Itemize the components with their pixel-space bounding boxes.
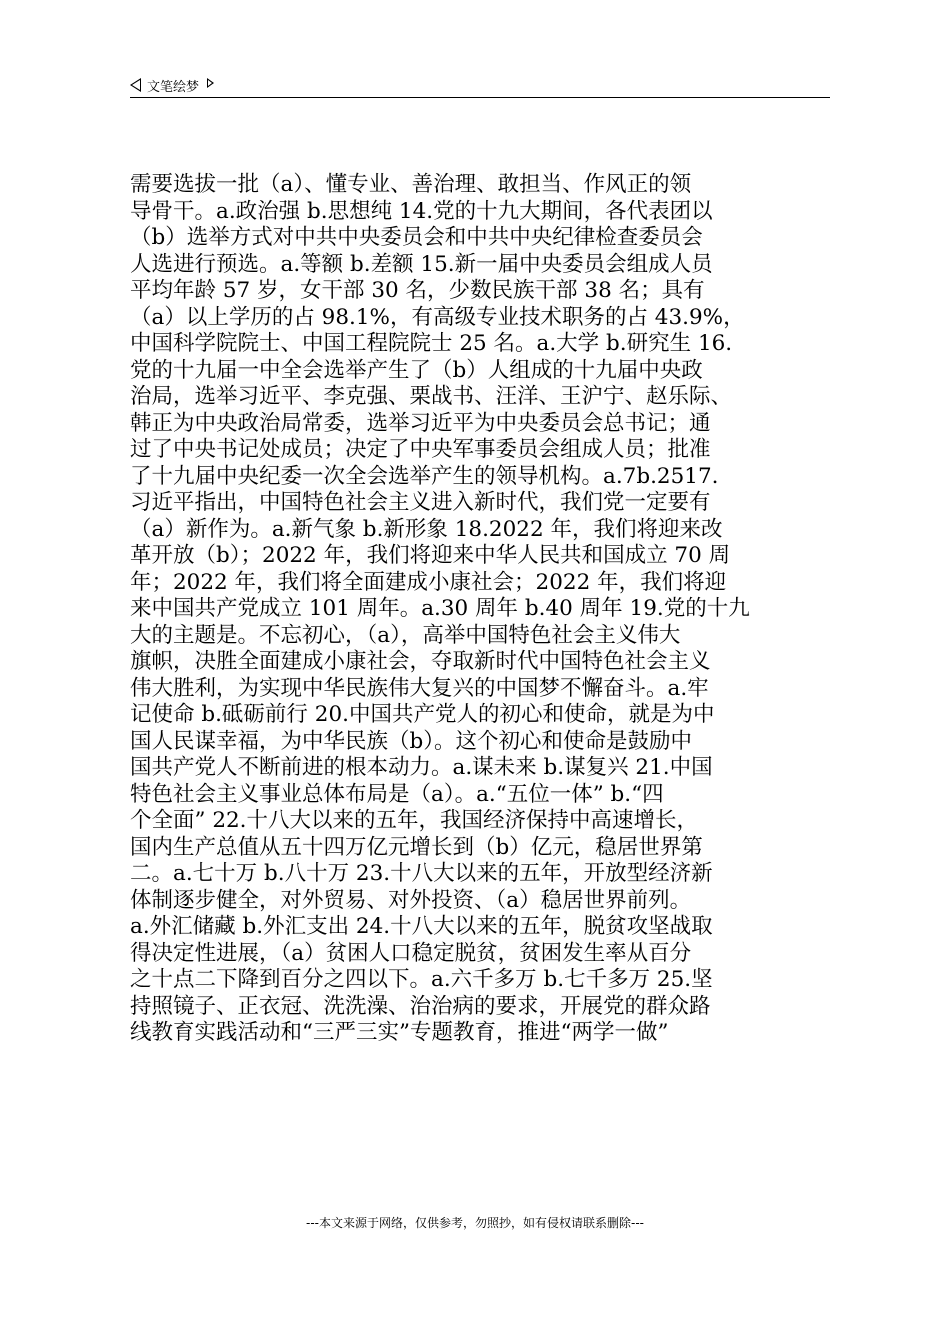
body-line: 党的十九届一中全会选举产生了（b）人组成的十九届中央政 — [130, 357, 703, 383]
header-title: 文笔绘梦 — [147, 79, 200, 95]
body-line: 平均年龄 57 岁，女干部 30 名，少数民族干部 38 名；具有 — [130, 278, 705, 303]
body-line: 习近平指出，中国特色社会主义进入新时代，我们党一定要有 — [130, 490, 711, 515]
body-line: 体制逐步健全，对外贸易、对外投资、（a）稳居世界前列。 — [130, 887, 692, 913]
triangle-right-outline-icon — [207, 78, 214, 88]
body-line: 大的主题是。不忘初心，（a），高举中国特色社会主义伟大 — [130, 622, 681, 648]
body-line: a.外汇储藏 b.外汇支出 24.十八大以来的五年，脱贫攻坚战取 — [130, 914, 713, 939]
body-line: 了十九届中央纪委一次全会选举产生的领导机构。a.7b.2517. — [130, 463, 719, 489]
body-line: 记使命 b.砥砺前行 20.中国共产党人的初心和使命，就是为中 — [130, 702, 715, 727]
triangle-left-outline-icon — [130, 78, 141, 92]
body-line: 韩正为中央政治局常委，选举习近平为中央委员会总书记；通 — [130, 410, 711, 436]
body-line: 年；2022 年，我们将全面建成小康社会；2022 年，我们将迎 — [130, 569, 727, 595]
body-line: 革开放（b）；2022 年，我们将迎来中华人民共和国成立 70 周 — [130, 543, 731, 568]
body-line: 来中国共产党成立 101 周年。a.30 周年 b.40 周年 19.党的十九 — [130, 596, 750, 621]
body-line: 国共产党人不断前进的根本动力。a.谋未来 b.谋复兴 21.中国 — [130, 755, 713, 780]
body-line: 线教育实践活动和“三严三实”专题教育，推进“两学一做” — [130, 1020, 669, 1045]
page-footer: ---本文来源于网络，仅供参考，勿照抄，如有侵权请联系删除--- — [306, 1216, 644, 1230]
body-line: （b）选举方式对中共中央委员会和中共中央纪律检查委员会 — [130, 225, 703, 250]
body-line: 个全面” 22.十八大以来的五年，我国经济保持中高速增长， — [130, 808, 699, 833]
body-line: （a）以上学历的占 98.1%，有高级专业技术职务的占 43.9%， — [130, 304, 745, 330]
body-line: 特色社会主义事业总体布局是（a）。a.“五位一体” b.“四 — [130, 781, 664, 807]
page-header — [130, 74, 214, 96]
document-body — [130, 172, 835, 1047]
body-line: 国内生产总值从五十四万亿元增长到（b）亿元，稳居世界第 — [130, 834, 703, 860]
body-line: 人选进行预选。a.等额 b.差额 15.新一届中央委员会组成人员 — [130, 251, 713, 277]
body-line: （a）新作为。a.新气象 b.新形象 18.2022 年，我们将迎来改 — [130, 516, 723, 542]
body-line: 持照镜子、正衣冠、洗洗澡、治治病的要求，开展党的群众路 — [130, 993, 711, 1019]
body-line: 之十点二下降到百分之四以下。a.六千多万 b.七千多万 25.坚 — [130, 967, 713, 992]
body-line: 伟大胜利，为实现中华民族伟大复兴的中国梦不懈奋斗。a.牢 — [130, 675, 709, 701]
body-line: 需要选拔一批（a）、懂专业、善治理、敢担当、作风正的领 — [130, 172, 692, 197]
body-line: 中国科学院院士、中国工程院院士 25 名。a.大学 b.研究生 16. — [130, 331, 733, 356]
body-line: 过了中央书记处成员；决定了中央军事委员会组成人员；批准 — [130, 437, 711, 462]
body-line: 国人民谋幸福，为中华民族（b）。这个初心和使命是鼓励中 — [130, 728, 693, 754]
body-line: 导骨干。a.政治强 b.思想纯 14.党的十九大期间，各代表团以 — [130, 198, 713, 224]
body-line: 二。a.七十万 b.八十万 23.十八大以来的五年，开放型经济新 — [130, 861, 713, 886]
body-line: 治局，选举习近平、李克强、栗战书、汪洋、王沪宁、赵乐际、 — [130, 384, 733, 409]
body-line: 得决定性进展，（a）贫困人口稳定脱贫，贫困发生率从百分 — [130, 940, 692, 966]
body-line: 旗帜，决胜全面建成小康社会，夺取新时代中国特色社会主义 — [130, 649, 711, 674]
header-divider — [130, 97, 830, 98]
